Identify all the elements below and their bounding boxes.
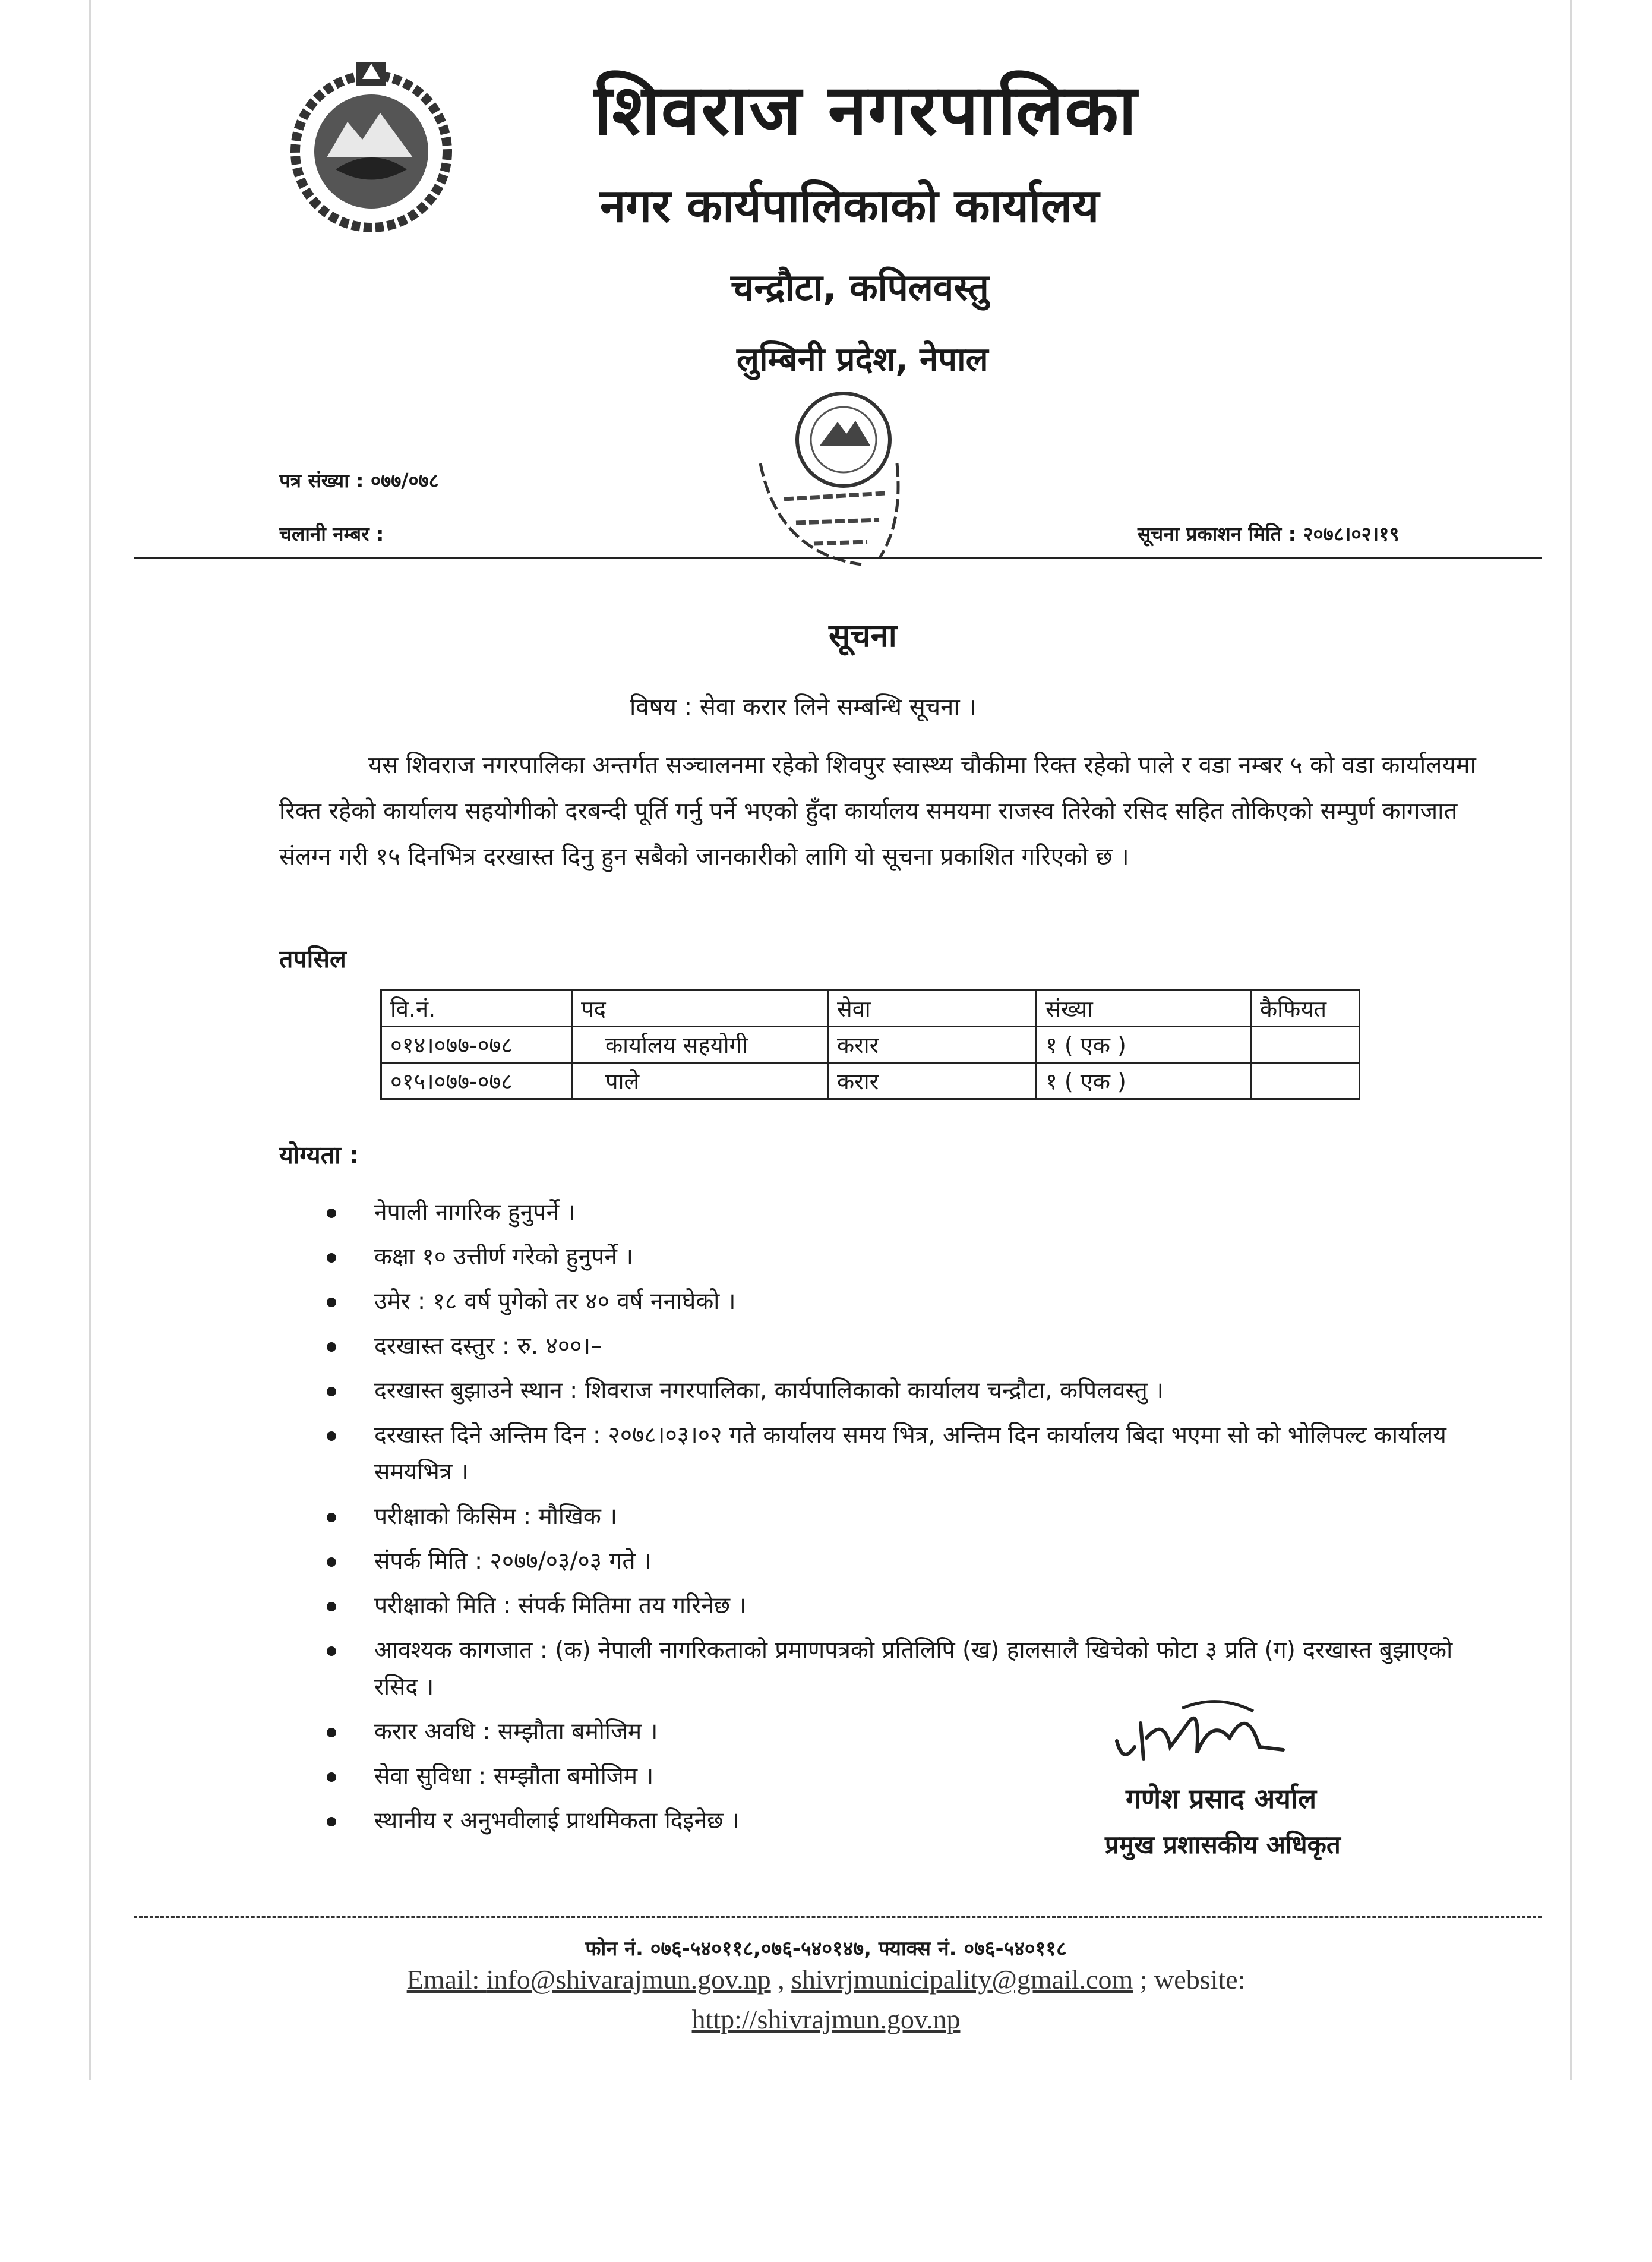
bullet-icon [327, 1557, 336, 1567]
table-cell: पाले [572, 1063, 828, 1099]
list-item-text: सेवा सुविधा : सम्झौता बमोजिम । [374, 1763, 654, 1790]
bullet-icon [327, 1728, 336, 1737]
list-item-text: संपर्क मिति : २०७७/०३/०३ गते । [374, 1548, 652, 1575]
municipality-name: शिवराज नगरपालिका [594, 69, 1138, 151]
publish-date: सूचना प्रकाशन मिति : २०७८।०२।१९ [1138, 522, 1400, 545]
footer-website [0, 2004, 1652, 2035]
website-link[interactable]: http://shivrajmun.gov.np [691, 2004, 961, 2034]
notice-body: यस शिवराज नगरपालिका अन्तर्गत सञ्चालनमा रहेको शिवपुर स्वास्थ्य चौकीमा रिक्त रहेको पाले र वडा नम्बर ५ को वडा कार्यालयमा रिक्त रहेको कार्यालय सहयोगीको दरबन्दी पूर्ति गर्नु पर्ने भएको हुँदा कार्यालय समयमा राजस्व तिरेको रसिद सहित तोकिएको सम्पुर्ण कागजात संलग्न गरी १५ दिनभित्र दरखास्त दिनु हुन सबैको जानकारीको लागि यो सूचना प्रकाशित गरिएको छ । [279, 752, 1476, 870]
email-link-secondary[interactable]: shivrjmunicipality@gmail.com [791, 1964, 1133, 1995]
column-header: वि.नं. [381, 990, 572, 1027]
bullet-icon [327, 1342, 336, 1352]
bullet-icon [327, 1772, 336, 1782]
list-item [327, 1328, 1479, 1365]
list-item [327, 1543, 1479, 1580]
bullet-icon [327, 1387, 336, 1396]
list-item-text: परीक्षाको मिति : संपर्क मितिमा तय गरिनेछ । [374, 1592, 747, 1619]
government-emblem-icon [285, 56, 457, 235]
list-item-text: स्थानीय र अनुभवीलाई प्राथमिकता दिइनेछ । [374, 1807, 740, 1834]
schedule-table [380, 989, 1360, 1100]
letter-number: पत्र संख्या : ०७७/०७८ [279, 469, 439, 492]
footer-phone: फोन नं. ०७६-५४०११८,०७६-५४०१४७, फ्याक्स नं. ०७६-५४०११८ [585, 1937, 1067, 1961]
bullet-icon [327, 1209, 336, 1218]
column-header: पद [572, 990, 828, 1027]
list-item-text: उमेर : १८ वर्ष पुगेको तर ४० वर्ष ननाघेको । [374, 1288, 736, 1315]
email-label: Email: [406, 1964, 487, 1995]
list-item [327, 1283, 1479, 1320]
column-header: कैफियत [1251, 990, 1360, 1027]
column-header: संख्या [1037, 990, 1251, 1027]
list-item [327, 1632, 1479, 1706]
website-label: ; website: [1133, 1964, 1246, 1995]
list-item-text: दरखास्त दस्तुर : रु. ४००।– [374, 1333, 602, 1359]
notice-subject: विषय : सेवा करार लिने सम्बन्धि सूचना । [630, 693, 977, 721]
schedule-label: तपसिल [279, 945, 346, 973]
table-cell: १ ( एक ) [1037, 1027, 1251, 1063]
list-item [327, 1239, 1479, 1276]
table-row [381, 1063, 1360, 1099]
table-cell: १ ( एक ) [1037, 1063, 1251, 1099]
list-item [327, 1498, 1479, 1535]
list-item-text: नेपाली नागरिक हुनुपर्ने । [374, 1199, 576, 1226]
column-header: सेवा [828, 990, 1037, 1027]
bullet-icon [327, 1298, 336, 1307]
bullet-icon [327, 1646, 336, 1656]
qualifications-label: योग्यता : [279, 1141, 359, 1169]
table-cell: ०१५।०७७-०७८ [381, 1063, 572, 1099]
province-name: लुम्बिनी प्रदेश, नेपाल [737, 340, 988, 379]
list-item [327, 1373, 1479, 1409]
table-cell: ०१४।०७७-०७८ [381, 1027, 572, 1063]
list-item [327, 1194, 1479, 1231]
list-item-text: कक्षा १० उत्तीर्ण गरेको हुनुपर्ने । [374, 1244, 634, 1270]
list-item-text: परीक्षाको किसिम : मौखिक । [374, 1503, 618, 1530]
table-cell [1251, 1027, 1360, 1063]
handwritten-signature-icon [1111, 1681, 1289, 1777]
office-seal-stamp-icon [743, 374, 945, 582]
dispatch-number: चलानी नम्बर : [279, 522, 384, 545]
list-item-text: दरखास्त दिने अन्तिम दिन : २०७८।०३।०२ गते कार्यालय समय भित्र, अन्तिम दिन कार्यालय बिदा भएमा सो को भोलिपल्ट कार्यालय समयभित्र । [374, 1422, 1446, 1485]
qualifications-list [327, 1194, 1479, 1847]
footer-contact [0, 1964, 1652, 1995]
bullet-icon [327, 1817, 336, 1826]
table-header-row [381, 990, 1360, 1027]
list-item [327, 1417, 1479, 1491]
table-cell: करार [828, 1027, 1037, 1063]
list-item [327, 1588, 1479, 1624]
email-separator: , [770, 1964, 792, 1995]
list-item [327, 1714, 1479, 1750]
signatory-title: प्रमुख प्रशासकीय अधिकृत [1105, 1830, 1341, 1859]
table-cell: कार्यालय सहयोगी [572, 1027, 828, 1063]
table-cell [1251, 1063, 1360, 1099]
header-rule [134, 557, 1542, 559]
bullet-icon [327, 1602, 336, 1611]
signatory-name: गणेश प्रसाद अर्याल [1126, 1783, 1317, 1815]
list-item-text: दरखास्त बुझाउने स्थान : शिवराज नगरपालिका, कार्यपालिकाको कार्यालय चन्द्रौटा, कपिलवस्तु । [374, 1377, 1164, 1404]
notice-title: सूचना [829, 617, 897, 654]
office-location: चन्द्रौटा, कपिलवस्तु [731, 266, 989, 309]
list-item-text: करार अवधि : सम्झौता बमोजिम । [374, 1718, 658, 1745]
list-item-text: आवश्यक कागजात : (क) नेपाली नागरिकताको प्रमाणपत्रको प्रतिलिपि (ख) हालसालै खिचेको फोटा ३ प्रति (ग) दरखास्त बुझाएको रसिद । [374, 1637, 1453, 1701]
bullet-icon [327, 1431, 336, 1441]
table-cell: करार [828, 1063, 1037, 1099]
bullet-icon [327, 1513, 336, 1522]
footer-divider [134, 1916, 1542, 1918]
office-name: नगर कार्यपालिकाको कार्यालय [600, 179, 1100, 233]
email-link-primary[interactable]: info@shivarajmun.gov.np [486, 1964, 771, 1995]
table-row [381, 1027, 1360, 1063]
bullet-icon [327, 1253, 336, 1263]
